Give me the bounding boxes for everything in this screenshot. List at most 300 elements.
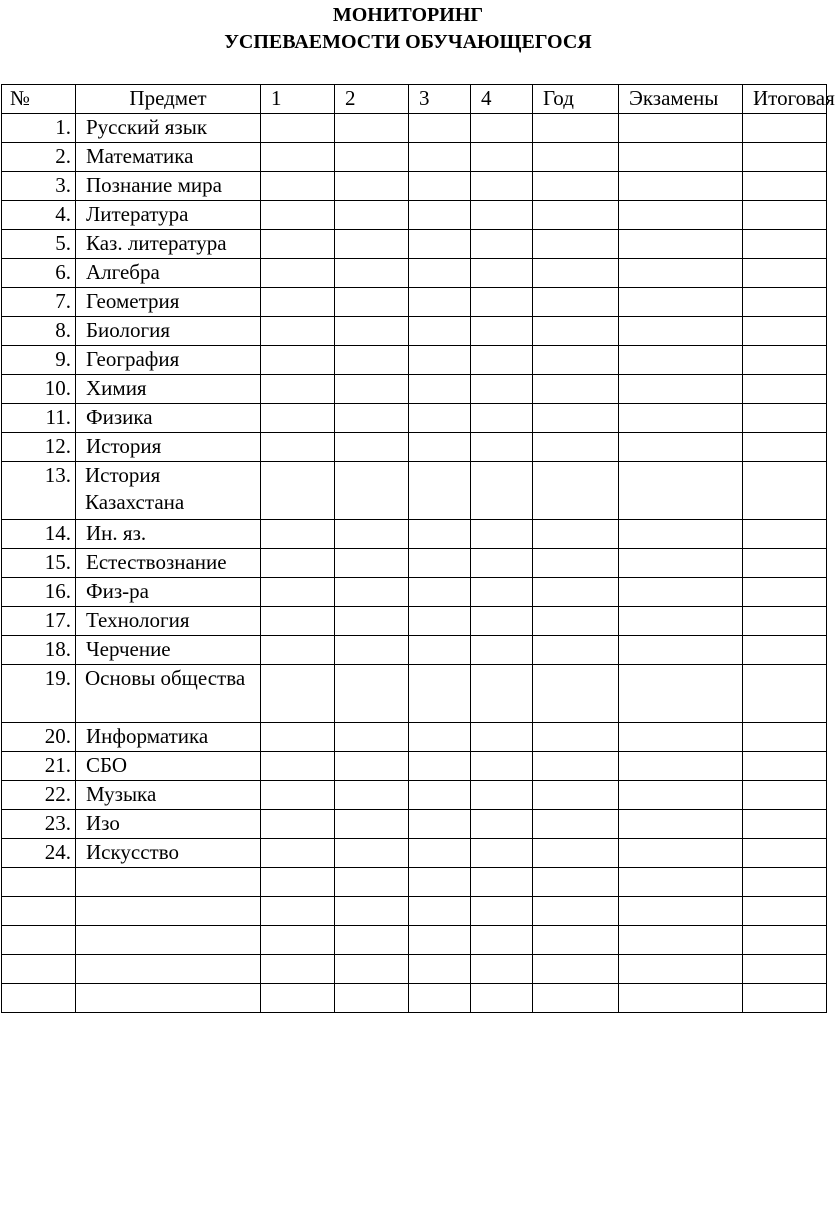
grade-exam-cell[interactable] <box>619 984 743 1013</box>
grade-exam-cell[interactable] <box>619 723 743 752</box>
grade-final-cell[interactable] <box>743 288 827 317</box>
grade-exam-cell[interactable] <box>619 578 743 607</box>
grade-final-cell[interactable] <box>743 230 827 259</box>
grade-q2-cell[interactable] <box>335 607 409 636</box>
grade-final-cell[interactable] <box>743 201 827 230</box>
grade-q1-cell[interactable] <box>261 839 335 868</box>
grade-q2-cell[interactable] <box>335 520 409 549</box>
table-row <box>2 375 827 404</box>
table-row <box>2 288 827 317</box>
grade-q2-cell[interactable] <box>335 404 409 433</box>
grade-q4-cell[interactable] <box>471 259 533 288</box>
table-row <box>2 578 827 607</box>
grade-final-cell[interactable] <box>743 636 827 665</box>
table-row <box>2 955 827 984</box>
subject-cell <box>76 868 261 897</box>
grade-final-cell[interactable] <box>743 665 827 723</box>
subject-cell: Искусство <box>76 839 261 868</box>
grade-exam-cell[interactable] <box>619 172 743 201</box>
grade-q3-cell[interactable] <box>409 955 471 984</box>
grade-q3-cell[interactable] <box>409 230 471 259</box>
grade-final-cell[interactable] <box>743 955 827 984</box>
grade-q1-cell[interactable] <box>261 665 335 723</box>
grade-year-cell[interactable] <box>533 636 619 665</box>
subject-cell: Черчение <box>76 636 261 665</box>
grade-year-cell[interactable] <box>533 201 619 230</box>
grade-q1-cell[interactable] <box>261 723 335 752</box>
grade-q3-cell[interactable] <box>409 143 471 172</box>
row-number <box>2 955 76 984</box>
grade-q3-cell[interactable] <box>409 868 471 897</box>
grade-q1-cell[interactable] <box>261 259 335 288</box>
table-row <box>2 810 827 839</box>
grade-q1-cell[interactable] <box>261 897 335 926</box>
subject-cell: Технология <box>76 607 261 636</box>
grade-final-cell[interactable] <box>743 520 827 549</box>
grade-q2-cell[interactable] <box>335 868 409 897</box>
grade-q4-cell[interactable] <box>471 636 533 665</box>
grade-final-cell[interactable] <box>743 114 827 143</box>
grade-q1-cell[interactable] <box>261 288 335 317</box>
grade-final-cell[interactable] <box>743 433 827 462</box>
grade-final-cell[interactable] <box>743 984 827 1013</box>
grade-q3-cell[interactable] <box>409 636 471 665</box>
subject-cell: Физика <box>76 404 261 433</box>
grade-q4-cell[interactable] <box>471 317 533 346</box>
grade-q3-cell[interactable] <box>409 578 471 607</box>
subject-cell <box>76 984 261 1013</box>
row-number: 11. <box>2 404 76 433</box>
grade-final-cell[interactable] <box>743 781 827 810</box>
grade-q3-cell[interactable] <box>409 433 471 462</box>
grade-q3-cell[interactable] <box>409 317 471 346</box>
table-row <box>2 259 827 288</box>
subject-cell: География <box>76 346 261 375</box>
grade-q1-cell[interactable] <box>261 549 335 578</box>
table-row <box>2 346 827 375</box>
subject-cell: Геометрия <box>76 288 261 317</box>
grade-q3-cell[interactable] <box>409 926 471 955</box>
subject-cell: Ин. яз. <box>76 520 261 549</box>
grade-year-cell[interactable] <box>533 143 619 172</box>
grade-year-cell[interactable] <box>533 114 619 143</box>
grade-q4-cell[interactable] <box>471 752 533 781</box>
grade-final-cell[interactable] <box>743 578 827 607</box>
grade-q2-cell[interactable] <box>335 752 409 781</box>
grade-year-cell[interactable] <box>533 723 619 752</box>
grade-q1-cell[interactable] <box>261 433 335 462</box>
grade-year-cell[interactable] <box>533 172 619 201</box>
grade-q4-cell[interactable] <box>471 346 533 375</box>
grade-q4-cell[interactable] <box>471 549 533 578</box>
grade-q1-cell[interactable] <box>261 143 335 172</box>
row-number: 6. <box>2 259 76 288</box>
grade-q4-cell[interactable] <box>471 984 533 1013</box>
table-row <box>2 404 827 433</box>
grade-q3-cell[interactable] <box>409 404 471 433</box>
subject-cell: Изо <box>76 810 261 839</box>
grade-q2-cell[interactable] <box>335 723 409 752</box>
grade-final-cell[interactable] <box>743 259 827 288</box>
header-quarter-2: 2 <box>335 85 409 114</box>
grade-q3-cell[interactable] <box>409 172 471 201</box>
grade-q3-cell[interactable] <box>409 752 471 781</box>
grade-exam-cell[interactable] <box>619 462 743 520</box>
grade-year-cell[interactable] <box>533 375 619 404</box>
grade-q2-cell[interactable] <box>335 984 409 1013</box>
grade-year-cell[interactable] <box>533 317 619 346</box>
grade-exam-cell[interactable] <box>619 288 743 317</box>
grade-q4-cell[interactable] <box>471 607 533 636</box>
grade-year-cell[interactable] <box>533 433 619 462</box>
header-subject: Предмет <box>76 85 261 114</box>
grade-q2-cell[interactable] <box>335 259 409 288</box>
grade-exam-cell[interactable] <box>619 114 743 143</box>
row-number: 9. <box>2 346 76 375</box>
grade-final-cell[interactable] <box>743 926 827 955</box>
grade-final-cell[interactable] <box>743 723 827 752</box>
grade-q1-cell[interactable] <box>261 578 335 607</box>
grade-exam-cell[interactable] <box>619 868 743 897</box>
grade-q2-cell[interactable] <box>335 462 409 520</box>
subject-cell: Литература <box>76 201 261 230</box>
grade-exam-cell[interactable] <box>619 230 743 259</box>
title-line-2: УСПЕВАЕМОСТИ ОБУЧАЮЩЕГОСЯ <box>224 31 592 53</box>
grade-q4-cell[interactable] <box>471 810 533 839</box>
grade-q3-cell[interactable] <box>409 520 471 549</box>
row-number <box>2 926 76 955</box>
subject-cell: Биология <box>76 317 261 346</box>
grade-q1-cell[interactable] <box>261 375 335 404</box>
grade-year-cell[interactable] <box>533 607 619 636</box>
grade-q2-cell[interactable] <box>335 665 409 723</box>
row-number: 17. <box>2 607 76 636</box>
grade-q1-cell[interactable] <box>261 955 335 984</box>
grade-exam-cell[interactable] <box>619 839 743 868</box>
table-row <box>2 839 827 868</box>
grade-q4-cell[interactable] <box>471 114 533 143</box>
table-header-row <box>2 85 827 114</box>
grade-q4-cell[interactable] <box>471 143 533 172</box>
row-number <box>2 868 76 897</box>
grade-final-cell[interactable] <box>743 897 827 926</box>
row-number: 14. <box>2 520 76 549</box>
grade-q3-cell[interactable] <box>409 375 471 404</box>
grade-exam-cell[interactable] <box>619 404 743 433</box>
grade-q1-cell[interactable] <box>261 752 335 781</box>
subject-cell: Основы общества <box>76 665 261 723</box>
grade-q1-cell[interactable] <box>261 984 335 1013</box>
header-year: Год <box>533 85 619 114</box>
grade-year-cell[interactable] <box>533 926 619 955</box>
grade-q2-cell[interactable] <box>335 230 409 259</box>
subject-cell: Химия <box>76 375 261 404</box>
row-number: 3. <box>2 172 76 201</box>
grade-q4-cell[interactable] <box>471 201 533 230</box>
grade-final-cell[interactable] <box>743 375 827 404</box>
grade-q1-cell[interactable] <box>261 346 335 375</box>
grade-q3-cell[interactable] <box>409 781 471 810</box>
grade-exam-cell[interactable] <box>619 810 743 839</box>
grade-year-cell[interactable] <box>533 462 619 520</box>
row-number: 7. <box>2 288 76 317</box>
grade-q4-cell[interactable] <box>471 665 533 723</box>
grade-q2-cell[interactable] <box>335 549 409 578</box>
grade-year-cell[interactable] <box>533 810 619 839</box>
table-row <box>2 636 827 665</box>
grade-year-cell[interactable] <box>533 230 619 259</box>
row-number: 20. <box>2 723 76 752</box>
grade-exam-cell[interactable] <box>619 549 743 578</box>
subject-cell: История Казахстана <box>76 462 261 520</box>
row-number: 13. <box>2 462 76 520</box>
row-number: 12. <box>2 433 76 462</box>
grade-q2-cell[interactable] <box>335 839 409 868</box>
grade-exam-cell[interactable] <box>619 955 743 984</box>
grade-q2-cell[interactable] <box>335 636 409 665</box>
grade-final-cell[interactable] <box>743 810 827 839</box>
grade-q3-cell[interactable] <box>409 114 471 143</box>
grade-final-cell[interactable] <box>743 868 827 897</box>
grade-q4-cell[interactable] <box>471 868 533 897</box>
subject-cell: Физ-ра <box>76 578 261 607</box>
table-row <box>2 897 827 926</box>
grade-final-cell[interactable] <box>743 172 827 201</box>
grade-q2-cell[interactable] <box>335 143 409 172</box>
table-row <box>2 607 827 636</box>
subject-cell: Алгебра <box>76 259 261 288</box>
grade-q4-cell[interactable] <box>471 462 533 520</box>
grade-q4-cell[interactable] <box>471 433 533 462</box>
grade-q3-cell[interactable] <box>409 549 471 578</box>
grade-final-cell[interactable] <box>743 839 827 868</box>
grade-q2-cell[interactable] <box>335 781 409 810</box>
row-number: 8. <box>2 317 76 346</box>
grade-year-cell[interactable] <box>533 549 619 578</box>
grade-q3-cell[interactable] <box>409 462 471 520</box>
grade-q2-cell[interactable] <box>335 926 409 955</box>
row-number: 4. <box>2 201 76 230</box>
table-row <box>2 114 827 143</box>
grade-q4-cell[interactable] <box>471 781 533 810</box>
subject-cell: СБО <box>76 752 261 781</box>
row-number: 21. <box>2 752 76 781</box>
grade-year-cell[interactable] <box>533 288 619 317</box>
grade-q1-cell[interactable] <box>261 201 335 230</box>
grade-exam-cell[interactable] <box>619 636 743 665</box>
grade-exam-cell[interactable] <box>619 317 743 346</box>
grade-exam-cell[interactable] <box>619 346 743 375</box>
grade-q3-cell[interactable] <box>409 607 471 636</box>
row-number: 22. <box>2 781 76 810</box>
grade-year-cell[interactable] <box>533 665 619 723</box>
row-number: 19. <box>2 665 76 723</box>
grade-q1-cell[interactable] <box>261 114 335 143</box>
subject-cell: Музыка <box>76 781 261 810</box>
grade-final-cell[interactable] <box>743 607 827 636</box>
grade-q4-cell[interactable] <box>471 375 533 404</box>
grade-q1-cell[interactable] <box>261 810 335 839</box>
table-row <box>2 520 827 549</box>
grade-q4-cell[interactable] <box>471 926 533 955</box>
grade-q3-cell[interactable] <box>409 984 471 1013</box>
table-row <box>2 172 827 201</box>
grade-final-cell[interactable] <box>743 462 827 520</box>
header-exams: Экзамены <box>619 85 743 114</box>
row-number: 18. <box>2 636 76 665</box>
grade-q1-cell[interactable] <box>261 462 335 520</box>
grade-exam-cell[interactable] <box>619 781 743 810</box>
grade-q2-cell[interactable] <box>335 433 409 462</box>
table-row <box>2 462 827 520</box>
grade-q3-cell[interactable] <box>409 288 471 317</box>
row-number <box>2 984 76 1013</box>
grade-final-cell[interactable] <box>743 143 827 172</box>
grade-q2-cell[interactable] <box>335 317 409 346</box>
table-body <box>2 114 827 1013</box>
subject-cell <box>76 955 261 984</box>
grade-q1-cell[interactable] <box>261 607 335 636</box>
table-row <box>2 433 827 462</box>
subject-cell: Математика <box>76 143 261 172</box>
title-line-1: МОНИТОРИНГ <box>332 4 484 26</box>
grade-year-cell[interactable] <box>533 346 619 375</box>
grade-q2-cell[interactable] <box>335 114 409 143</box>
grade-exam-cell[interactable] <box>619 926 743 955</box>
header-number: № <box>2 85 76 114</box>
row-number: 16. <box>2 578 76 607</box>
grade-q4-cell[interactable] <box>471 404 533 433</box>
grade-q4-cell[interactable] <box>471 897 533 926</box>
table-row <box>2 201 827 230</box>
grade-q1-cell[interactable] <box>261 926 335 955</box>
table-row <box>2 781 827 810</box>
grade-q4-cell[interactable] <box>471 230 533 259</box>
subject-cell: История <box>76 433 261 462</box>
grade-q1-cell[interactable] <box>261 230 335 259</box>
grade-q1-cell[interactable] <box>261 404 335 433</box>
grade-exam-cell[interactable] <box>619 201 743 230</box>
header-final: Итоговая <box>743 85 827 114</box>
grade-exam-cell[interactable] <box>619 752 743 781</box>
grade-q1-cell[interactable] <box>261 172 335 201</box>
grade-year-cell[interactable] <box>533 578 619 607</box>
table-row <box>2 984 827 1013</box>
grade-year-cell[interactable] <box>533 984 619 1013</box>
grade-q2-cell[interactable] <box>335 955 409 984</box>
grade-exam-cell[interactable] <box>619 897 743 926</box>
grade-q4-cell[interactable] <box>471 288 533 317</box>
grade-final-cell[interactable] <box>743 549 827 578</box>
document-title <box>0 2 816 56</box>
table-row <box>2 549 827 578</box>
grade-final-cell[interactable] <box>743 346 827 375</box>
grade-year-cell[interactable] <box>533 897 619 926</box>
grade-q1-cell[interactable] <box>261 636 335 665</box>
grade-q3-cell[interactable] <box>409 665 471 723</box>
grade-q1-cell[interactable] <box>261 317 335 346</box>
grade-final-cell[interactable] <box>743 752 827 781</box>
grades-table <box>1 84 835 1013</box>
subject-cell <box>76 897 261 926</box>
subject-cell: Информатика <box>76 723 261 752</box>
row-number: 15. <box>2 549 76 578</box>
grades-table-wrapper <box>1 84 835 1014</box>
grade-year-cell[interactable] <box>533 839 619 868</box>
grade-q4-cell[interactable] <box>471 955 533 984</box>
grade-q4-cell[interactable] <box>471 520 533 549</box>
grade-q2-cell[interactable] <box>335 375 409 404</box>
table-row <box>2 723 827 752</box>
grade-exam-cell[interactable] <box>619 433 743 462</box>
table-row <box>2 143 827 172</box>
grade-q2-cell[interactable] <box>335 201 409 230</box>
grade-q3-cell[interactable] <box>409 810 471 839</box>
grade-q1-cell[interactable] <box>261 868 335 897</box>
grade-q2-cell[interactable] <box>335 172 409 201</box>
grade-q2-cell[interactable] <box>335 897 409 926</box>
grade-final-cell[interactable] <box>743 317 827 346</box>
row-number: 1. <box>2 114 76 143</box>
grade-q3-cell[interactable] <box>409 839 471 868</box>
row-number: 2. <box>2 143 76 172</box>
header-quarter-1: 1 <box>261 85 335 114</box>
grade-q3-cell[interactable] <box>409 201 471 230</box>
grade-final-cell[interactable] <box>743 404 827 433</box>
row-number: 10. <box>2 375 76 404</box>
grade-q4-cell[interactable] <box>471 839 533 868</box>
grade-exam-cell[interactable] <box>619 607 743 636</box>
grade-year-cell[interactable] <box>533 520 619 549</box>
grade-year-cell[interactable] <box>533 781 619 810</box>
grade-q4-cell[interactable] <box>471 723 533 752</box>
subject-cell: Русский язык <box>76 114 261 143</box>
grade-q2-cell[interactable] <box>335 288 409 317</box>
row-number: 24. <box>2 839 76 868</box>
grade-exam-cell[interactable] <box>619 520 743 549</box>
grade-q3-cell[interactable] <box>409 346 471 375</box>
grade-q2-cell[interactable] <box>335 810 409 839</box>
subject-cell: Каз. литература <box>76 230 261 259</box>
grade-q1-cell[interactable] <box>261 520 335 549</box>
grade-exam-cell[interactable] <box>619 259 743 288</box>
grade-q2-cell[interactable] <box>335 578 409 607</box>
table-row <box>2 665 827 723</box>
grade-year-cell[interactable] <box>533 752 619 781</box>
grade-q4-cell[interactable] <box>471 578 533 607</box>
grade-q3-cell[interactable] <box>409 897 471 926</box>
table-row <box>2 752 827 781</box>
grade-year-cell[interactable] <box>533 955 619 984</box>
subject-cell: Познание мира <box>76 172 261 201</box>
grade-q3-cell[interactable] <box>409 723 471 752</box>
grade-q4-cell[interactable] <box>471 172 533 201</box>
table-row <box>2 926 827 955</box>
table-row <box>2 317 827 346</box>
grade-exam-cell[interactable] <box>619 143 743 172</box>
grade-q1-cell[interactable] <box>261 781 335 810</box>
grade-q2-cell[interactable] <box>335 346 409 375</box>
row-number <box>2 897 76 926</box>
grade-exam-cell[interactable] <box>619 375 743 404</box>
grade-year-cell[interactable] <box>533 404 619 433</box>
grade-exam-cell[interactable] <box>619 665 743 723</box>
subject-cell <box>76 926 261 955</box>
grade-q3-cell[interactable] <box>409 259 471 288</box>
grade-year-cell[interactable] <box>533 868 619 897</box>
grade-year-cell[interactable] <box>533 259 619 288</box>
header-quarter-4: 4 <box>471 85 533 114</box>
